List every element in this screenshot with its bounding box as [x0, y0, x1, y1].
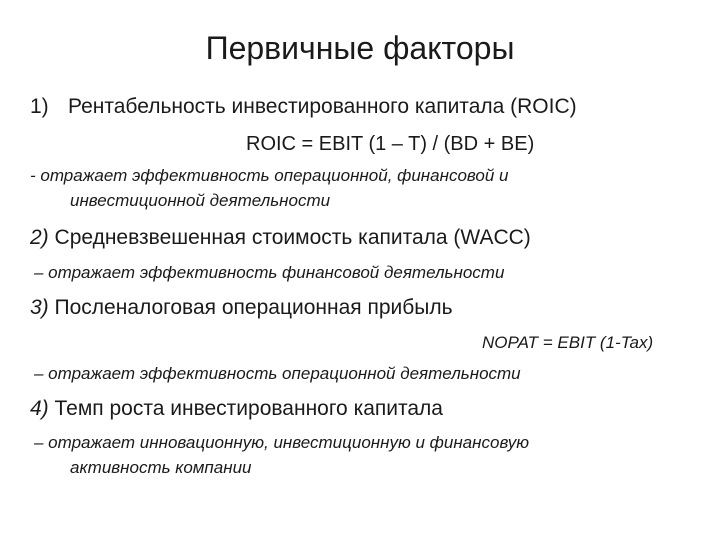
item-2-heading: [30, 226, 531, 250]
item-1-text: Рентабельность инвестированного капитала (ROIC): [68, 95, 577, 118]
item-3-formula: NOPAT = EBIT (1-Tax): [482, 333, 654, 352]
item-2-note-line1: – отражает эффективность финансовой деятельности: [34, 263, 505, 282]
item-4-text: Темп роста инвестированного капитала: [48, 397, 443, 420]
item-4-heading: [30, 397, 443, 421]
item-3-text: Посленалоговая операционная прибыль: [48, 296, 453, 319]
item-2-text: Средневзвешенная стоимость капитала (WACC): [48, 226, 531, 249]
item-1-note-line2: инвестиционной деятельности: [70, 191, 331, 210]
item-1-note-line1: - отражает эффективность операционной, финансовой и: [30, 166, 509, 185]
item-3-note-line1: – отражает эффективность операционной деятельности: [34, 364, 521, 383]
slide-title: Первичные факторы: [205, 30, 515, 66]
item-3-number: 3): [30, 296, 49, 319]
item-4-note-line2: активность компании: [70, 458, 252, 477]
item-4-number: 4): [30, 397, 49, 420]
item-2-number: 2): [30, 226, 49, 249]
item-3-heading: [30, 296, 453, 320]
item-4-note-line1: – отражает инновационную, инвестиционную и финансовую: [34, 433, 530, 452]
item-1-heading: [0, 95, 720, 123]
item-1-number: 1): [30, 95, 49, 118]
item-1-formula: ROIC = EBIT (1 – T) / (BD + BE): [246, 133, 535, 155]
